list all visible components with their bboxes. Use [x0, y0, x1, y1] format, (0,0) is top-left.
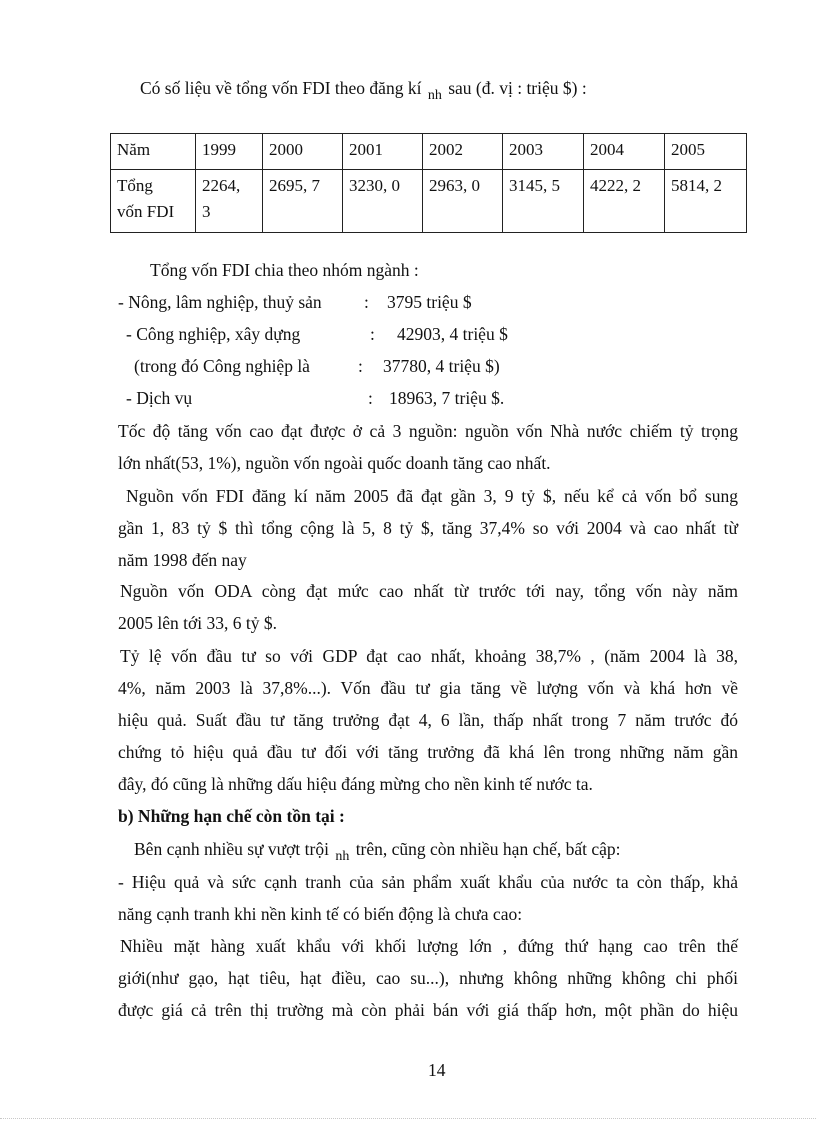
- table-header-cell: 1999: [196, 134, 263, 170]
- intro-line: [140, 77, 587, 102]
- table-header-cell: 2002: [423, 134, 503, 170]
- paragraph-subscript: nh: [335, 849, 350, 864]
- paragraph-line: chứng tỏ hiệu quả đầu tư đối với tăng trưởng đã khá lên trong những năm gần: [118, 742, 738, 762]
- table-cell: 2695, 7: [263, 169, 343, 233]
- paragraph-line: 4%, năm 2003 là 37,8%...). Vốn đầu tư gia tăng về lượng vốn và khá hơn về: [118, 678, 738, 698]
- row-label-line: vốn FDI: [117, 201, 175, 221]
- paragraph-line: năm 1998 đến nay: [118, 550, 247, 570]
- paragraph-line: được giá cả trên thị trường mà còn phải bán với giá thấp hơn, một phần do hiệu: [118, 1000, 738, 1020]
- paragraph-line: đây, đó cũng là những dấu hiệu đáng mừng cho nền kinh tế nước ta.: [118, 774, 593, 794]
- section-heading: [118, 805, 345, 827]
- table-header-cell: 2003: [503, 134, 584, 170]
- paragraph-line: Nguồn vốn FDI đăng kí năm 2005 đã đạt gần 3, 9 tỷ $, nếu kể cả vốn bổ sung: [126, 486, 738, 506]
- page-number: 14: [428, 1060, 446, 1080]
- paragraph-line: năng cạnh tranh khi nền kinh tế có biến động là chưa cao:: [118, 904, 523, 924]
- group-item-label: (trong đó Công nghiệp là: [134, 356, 310, 376]
- groups-title: Tổng vốn FDI chia theo nhóm ngành :: [150, 260, 419, 280]
- group-item-label: - Nông, lâm nghiệp, thuỷ sản: [118, 292, 322, 312]
- group-item-value: 37780, 4 triệu $): [383, 356, 500, 376]
- table-header-cell: 2004: [584, 134, 665, 170]
- table-cell: [196, 169, 263, 233]
- group-item-label: - Công nghiệp, xây dựng: [126, 324, 301, 344]
- page-edge-divider: [0, 1118, 816, 1119]
- row-label-line: Tổng: [117, 175, 153, 195]
- table-header-row: [111, 134, 747, 170]
- group-item-value: 18963, 7 triệu $.: [389, 388, 505, 408]
- table-cell: 4222, 2: [584, 169, 665, 233]
- paragraph-line: 2005 lên tới 33, 6 tỷ $.: [118, 613, 277, 633]
- row-label-cell: [111, 169, 196, 233]
- cell-text-line: 3: [202, 201, 211, 221]
- paragraph-line: lớn nhất(53, 1%), nguồn vốn ngoài quốc doanh tăng cao nhất.: [118, 453, 551, 473]
- section-heading-text: b) Những hạn chế còn tồn tại :: [118, 806, 345, 826]
- table-cell: 3230, 0: [343, 169, 423, 233]
- paragraph-text: Bên cạnh nhiều sự vượt trội: [134, 839, 329, 859]
- paragraph-line: Nhiều mặt hàng xuất khẩu với khối lượng lớn , đứng thứ hạng cao trên thế: [120, 936, 738, 956]
- table-cell: 3145, 5: [503, 169, 584, 233]
- intro-subscript: nh: [427, 88, 442, 103]
- intro-text: Có số liệu về tổng vốn FDI theo đăng kí: [140, 78, 422, 98]
- paragraph-line: - Hiệu quả và sức cạnh tranh của sản phẩm xuất khẩu của nước ta còn thấp, khả: [118, 872, 738, 892]
- paragraph-line: giới(như gạo, hạt tiêu, hạt điều, cao su...), nhưng không những không chi phối: [118, 968, 738, 988]
- table-header-cell: 2000: [263, 134, 343, 170]
- group-item-colon: :: [368, 388, 373, 408]
- table-header-cell: Năm: [111, 134, 196, 170]
- group-item-colon: :: [358, 356, 363, 376]
- cell-text-line: 2264,: [202, 175, 241, 195]
- table-header-cell: 2005: [665, 134, 747, 170]
- group-item-label: - Dịch vụ: [126, 388, 193, 408]
- fdi-table: [110, 133, 747, 233]
- table-header-cell: 2001: [343, 134, 423, 170]
- group-item-value: 3795 triệu $: [387, 292, 472, 312]
- paragraph-line: Tốc độ tăng vốn cao đạt được ở cả 3 nguồn: nguồn vốn Nhà nước chiếm tỷ trọng: [118, 421, 738, 441]
- group-item-colon: :: [364, 292, 369, 312]
- table-cell: 5814, 2: [665, 169, 747, 233]
- paragraph-line: hiệu quả. Suất đầu tư tăng trưởng đạt 4, 6 lần, thấp nhất trong 7 năm trước đó: [118, 710, 738, 730]
- paragraph-line: gần 1, 83 tỷ $ thì tổng cộng là 5, 8 tỷ $, tăng 37,4% so với 2004 và cao nhất từ: [118, 518, 738, 538]
- table-row: [111, 169, 747, 233]
- group-item-colon: :: [370, 324, 375, 344]
- table-cell: 2963, 0: [423, 169, 503, 233]
- paragraph-text-end: trên, cũng còn nhiều hạn chế, bất cập:: [355, 839, 621, 859]
- paragraph-line: [134, 838, 621, 863]
- paragraph-line: Nguồn vốn ODA còng đạt mức cao nhất từ trước tới nay, tổng vốn này năm: [120, 581, 738, 601]
- group-item-value: 42903, 4 triệu $: [397, 324, 508, 344]
- paragraph-line: Tỷ lệ vốn đầu tư so với GDP đạt cao nhất, khoảng 38,7% , (năm 2004 là 38,: [120, 646, 738, 666]
- intro-text-end: sau (đ. vị : triệu $) :: [448, 78, 587, 98]
